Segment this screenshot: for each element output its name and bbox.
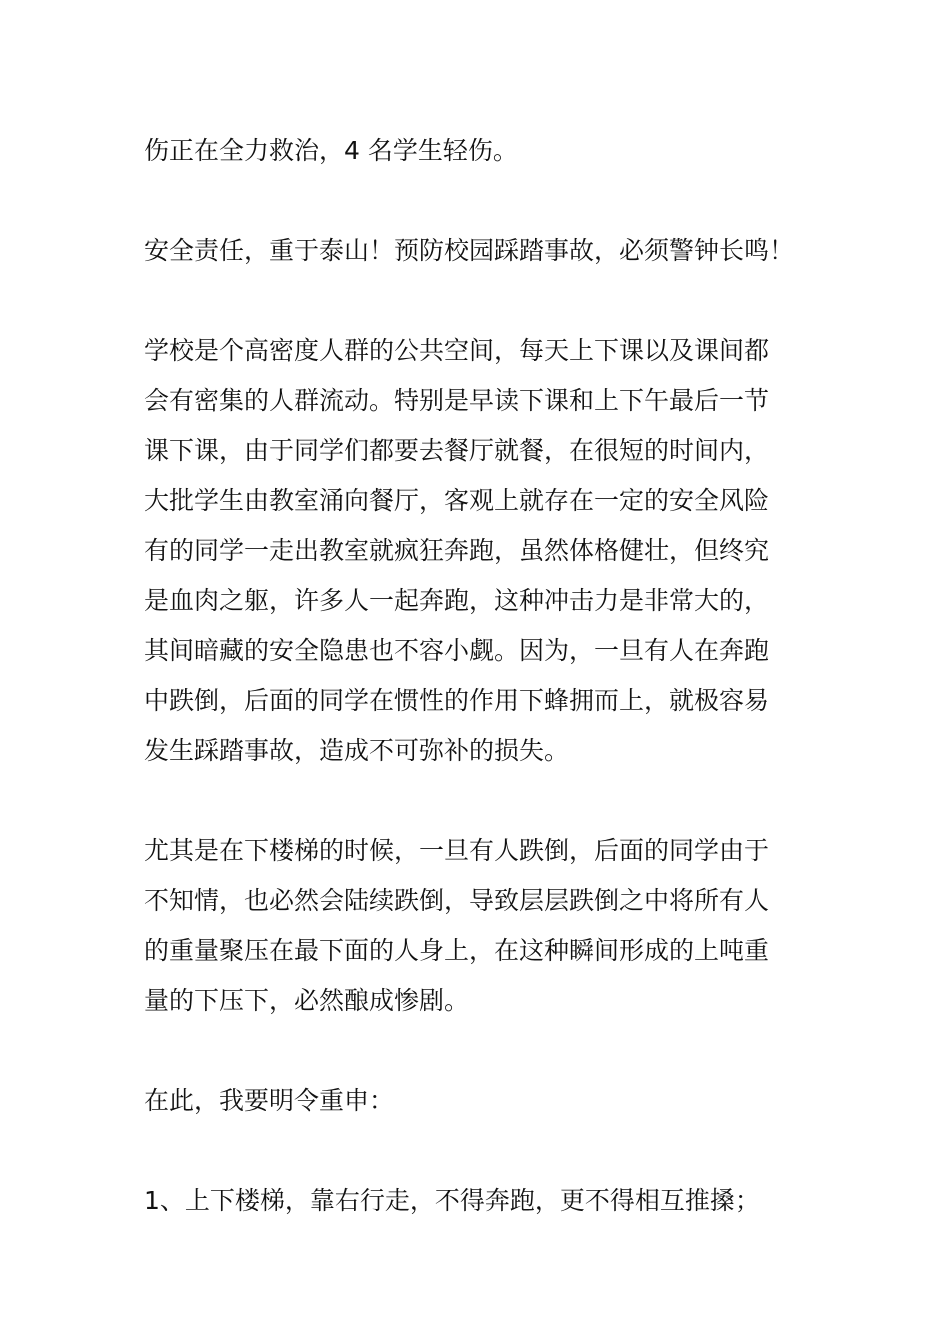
text-line: 的重量聚压在最下面的人身上，在这种瞬间形成的上吨重 bbox=[144, 936, 770, 965]
paragraph-gap bbox=[144, 176, 814, 226]
paragraph-gap bbox=[144, 776, 814, 826]
text-line: 课下课，由于同学们都要去餐厅就餐，在很短的时间内， bbox=[144, 436, 770, 465]
text-line: 伤正在全力救治，4 名学生轻伤。 bbox=[144, 136, 518, 165]
text-line: 尤其是在下楼梯的时候，一旦有人跌倒，后面的同学由于 bbox=[144, 836, 770, 865]
text-line: 其间暗藏的安全隐患也不容小觑。因为，一旦有人在奔跑 bbox=[144, 636, 770, 665]
text-line: 大批学生由教室涌向餐厅，客观上就存在一定的安全风险 bbox=[144, 486, 770, 515]
text-line: 是血肉之躯，许多人一起奔跑，这种冲击力是非常大的， bbox=[144, 586, 770, 615]
text-line: 量的下压下，必然酿成惨剧。 bbox=[144, 986, 470, 1015]
text-line: 会有密集的人群流动。特别是早读下课和上下午最后一节 bbox=[144, 386, 770, 415]
text-line: 不知情，也必然会陆续跌倒，导致层层跌倒之中将所有人 bbox=[144, 886, 770, 915]
paragraph-crowd-risk bbox=[144, 326, 814, 776]
paragraph-announcement-intro bbox=[144, 1076, 814, 1126]
paragraph-stairs-danger bbox=[144, 826, 814, 1026]
text-line: 1、上下楼梯，靠右行走，不得奔跑，更不得相互推搡； bbox=[144, 1186, 760, 1215]
text-line: 中跌倒，后面的同学在惯性的作用下蜂拥而上，就极容易 bbox=[144, 686, 770, 715]
paragraph-rule-1 bbox=[144, 1176, 814, 1226]
paragraph-gap bbox=[144, 276, 814, 326]
paragraph-gap bbox=[144, 1126, 814, 1176]
text-line: 有的同学一走出教室就疯狂奔跑，虽然体格健壮，但终究 bbox=[144, 536, 770, 565]
text-line: 发生踩踏事故，造成不可弥补的损失。 bbox=[144, 736, 570, 765]
document-body bbox=[144, 126, 814, 1226]
paragraph-gap bbox=[144, 1026, 814, 1076]
text-line: 学校是个高密度人群的公共空间，每天上下课以及课间都 bbox=[144, 336, 770, 365]
paragraph-safety-slogan bbox=[144, 226, 814, 276]
paragraph-injury-report bbox=[144, 126, 814, 176]
text-line: 在此，我要明令重申： bbox=[144, 1086, 395, 1115]
text-line: 安全责任，重于泰山！预防校园踩踏事故，必须警钟长鸣！ bbox=[144, 236, 795, 265]
